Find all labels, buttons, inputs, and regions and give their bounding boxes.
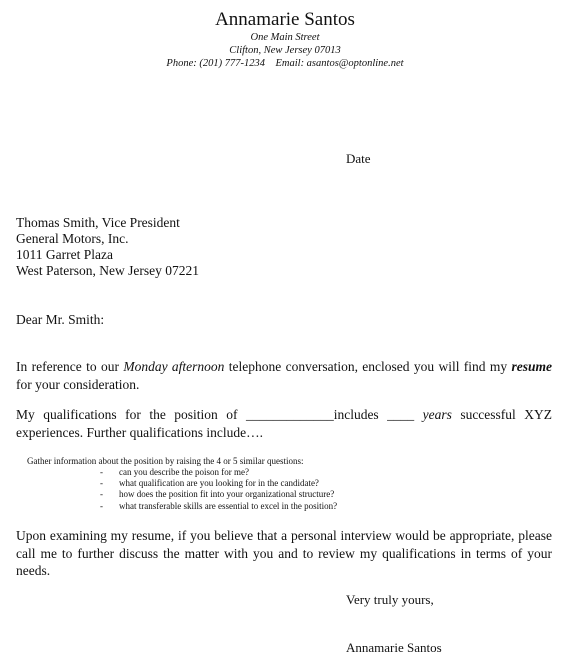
question-item: - how does the position fit into your organizational structure? bbox=[100, 489, 337, 500]
para1-text-2: telephone conversation, enclosed you will find my bbox=[224, 359, 512, 374]
question-item: - what transferable skills are essential to excel in the position? bbox=[100, 501, 337, 512]
paragraph-interview: Upon examining my resume, if you believe that a personal interview would be appropriate, please call me to further discuss the matter with you and to review my qualifications in terms of your needs. bbox=[16, 528, 552, 578]
paragraph-reference bbox=[16, 358, 552, 393]
recipient-line-3: 1011 Garret Plaza bbox=[16, 247, 113, 262]
paragraph-qualifications bbox=[16, 406, 552, 441]
sender-name: Annamarie Santos bbox=[215, 9, 355, 30]
recipient-line-1: Thomas Smith, Vice President bbox=[16, 215, 180, 230]
para1-italic: Monday afternoon bbox=[123, 359, 225, 374]
letter-date: Date bbox=[346, 151, 371, 166]
question-list bbox=[100, 467, 337, 512]
para2-text-2: successful XYZ experiences. Further qualifications include…. bbox=[16, 407, 552, 440]
signature-name: Annamarie Santos bbox=[346, 640, 442, 655]
para1-text-3: for your consideration. bbox=[16, 376, 140, 392]
recipient-line-4: West Paterson, New Jersey 07221 bbox=[16, 263, 200, 278]
sender-street: One Main Street bbox=[250, 32, 320, 43]
question-item: - what qualification are you looking for in the candidate? bbox=[100, 478, 337, 489]
gather-intro: Gather information about the position by raising the 4 or 5 similar questions: bbox=[27, 456, 304, 466]
para2-italic-years: years bbox=[422, 407, 452, 422]
salutation: Dear Mr. Smith: bbox=[16, 312, 105, 327]
question-item: - can you describe the poison for me? bbox=[100, 467, 337, 478]
valediction: Very truly yours, bbox=[346, 592, 434, 607]
para1-text-1: In reference to our bbox=[16, 359, 124, 374]
sender-city: Clifton, New Jersey 07013 bbox=[229, 45, 341, 56]
para1-bold-resume: resume bbox=[511, 359, 552, 374]
sender-contact: Phone: (201) 777-1234 Email: asantos@optonline.net bbox=[166, 58, 404, 69]
para2-text-1: My qualifications for the position of _____________includes ____ bbox=[16, 407, 423, 422]
recipient-line-2: General Motors, Inc. bbox=[16, 231, 129, 246]
